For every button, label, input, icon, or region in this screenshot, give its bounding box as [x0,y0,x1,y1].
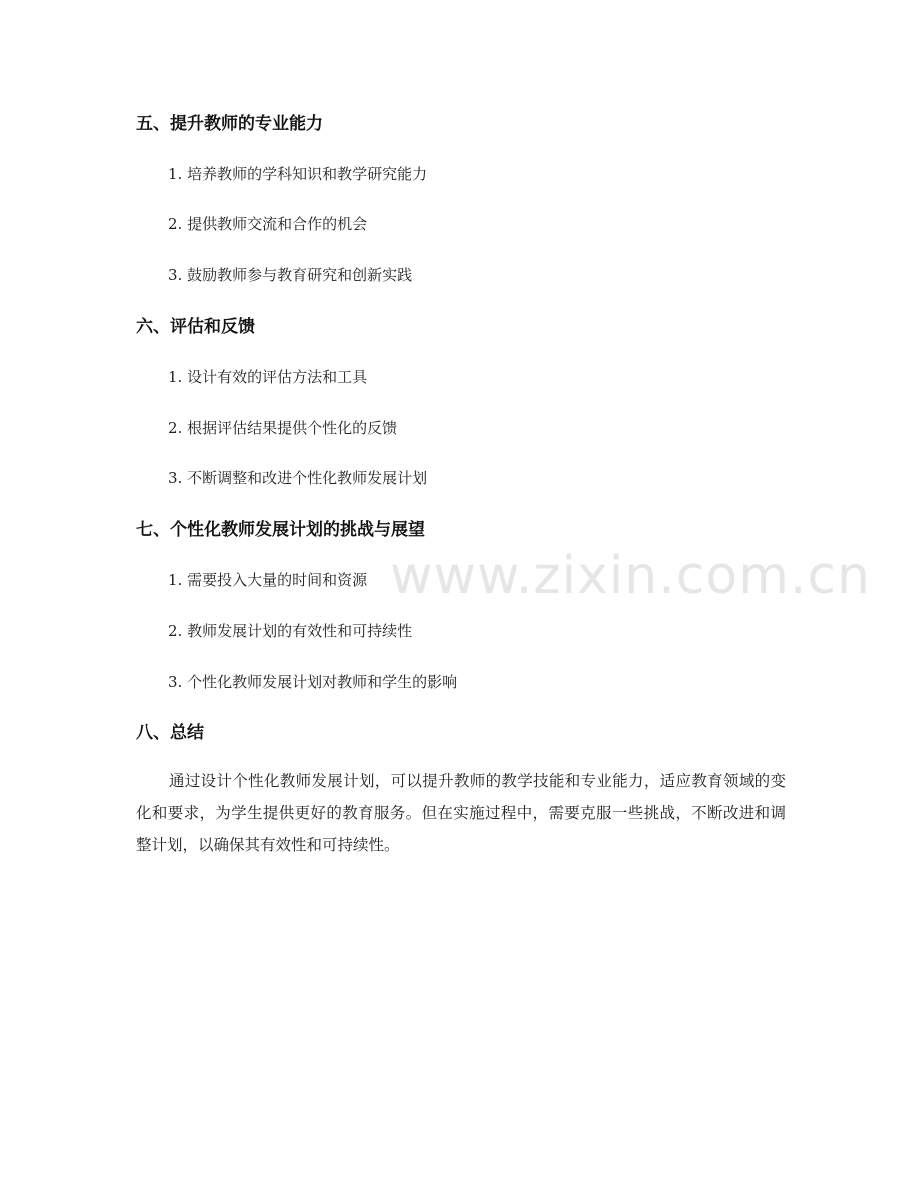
list-item: 2. 根据评估结果提供个性化的反馈 [168,419,398,437]
list-item: 1. 培养教师的学科知识和教学研究能力 [168,165,428,183]
list-item: 3. 不断调整和改进个性化教师发展计划 [168,469,428,487]
section-heading-8: 八、总结 [136,723,204,743]
list-item: 1. 需要投入大量的时间和资源 [168,571,368,589]
section-heading-5: 五、提升教师的专业能力 [136,114,323,134]
list-item: 2. 教师发展计划的有效性和可持续性 [168,622,413,640]
summary-paragraph: 通过设计个性化教师发展计划，可以提升教师的教学技能和专业能力，适应教育领域的变化和要求，为学生提供更好的教育服务。但在实施过程中，需要克服一些挑战，不断改进和调整计划，以确保其有效性和可持续性。 [136,772,786,854]
watermark: www.zixin.com.cn [390,546,871,606]
list-item: 1. 设计有效的评估方法和工具 [168,368,368,386]
list-item: 2. 提供教师交流和合作的机会 [168,215,368,233]
section-heading-6: 六、评估和反馈 [136,317,255,337]
list-item: 3. 个性化教师发展计划对教师和学生的影响 [168,673,458,691]
section-heading-7: 七、个性化教师发展计划的挑战与展望 [136,520,425,540]
list-item: 3. 鼓励教师参与教育研究和创新实践 [168,266,413,284]
